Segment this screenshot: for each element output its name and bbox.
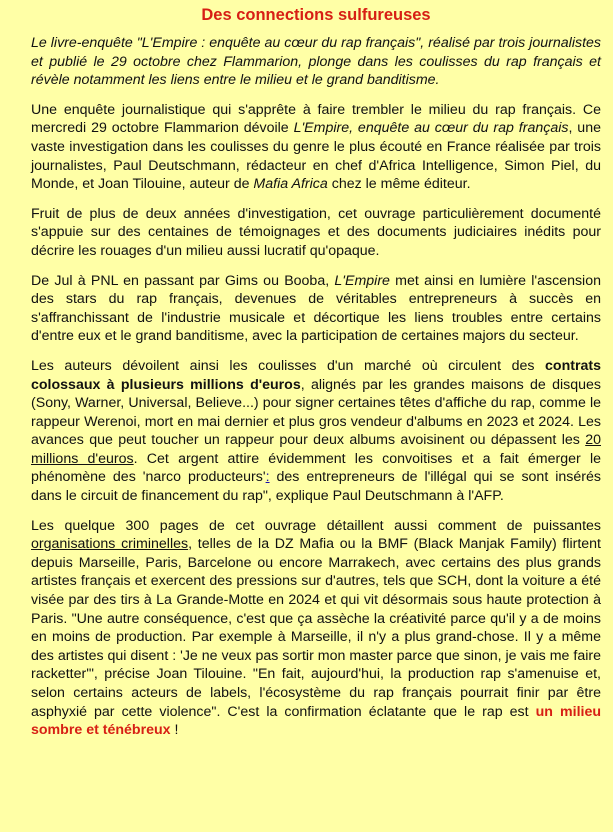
p1-text-e: chez le même éditeur.	[327, 176, 471, 193]
p4-text-g: des entrepreneurs de l'illégal qui se sont insérés dans le circuit de financement du rap", explique Paul Deutschmann à l'AFP.	[31, 469, 601, 505]
conclusion-highlight: un milieu sombre et ténébreux	[31, 703, 602, 739]
article-title: Des connections sulfureuses	[201, 6, 431, 24]
paragraph-2: Fruit de plus de deux années d'investigation, cet ouvrage particulièrement documenté s'appuie sur des centaines de témoignages et des documents judiciaires inédits pour décrire les rouages d'un milieu aussi lucratif qu'opaque.	[31, 205, 601, 259]
paragraph-1	[31, 101, 601, 194]
p1-text-c: , une vaste investigation dans les coulisses du genre le plus écouté en France réalisée par trois journalistes, Paul Deutschmann, rédacteur en chef d'Africa Intelligence, Simon Piel, du Monde, et Joan Tilouine, auteur de	[31, 120, 601, 193]
mafia-africa-title: Mafia Africa	[253, 176, 328, 193]
p4-text-c: , alignés par les grandes maisons de disques (Sony, Warner, Universal, Believe...) pour signer certaines têtes d'affiche du rap, comme le rappeur Werenoi, mort en mai dernier et plus gros vendeur d'albums en 2023 et 2024. Les avances que peut toucher un rappeur pour deux albums avoisinent ou dépassent les	[31, 376, 602, 449]
millions-highlight: 20 millions d'euros	[31, 432, 601, 467]
article-lead: Le livre-enquête "L'Empire : enquête au cœur du rap français", réalisé par trois journalistes et publié le 29 octobre chez Flammarion, plonge dans les coulisses du rap français et révèle notamment les liens entre le milieu et le grand banditisme.	[31, 35, 601, 89]
p5-text-e: !	[170, 722, 179, 739]
p5-text-c: , telles de la DZ Mafia ou la BMF (Black Manjak Family) flirtent depuis Marseille, Paris, Barcelone ou encore Marrakech, avec certains des plus grands artistes français et exercent des pressions sur d'autres, tels que SCH, dont la voiture a été visée par des tirs à La Grande-Motte en 2024 et qui vit désormais sous haute protection à Paris. "Une autre conséquence, c'est que ça assèche la créativité parce qu'il y a de moins en moins de production. Par exemple à Marseille, il n'y a plus grand-chose. Il y a même des artistes qui disent : 'Je ne veux pas sortir mon master parce que sinon, je vais me faire racketter'", précise Joan Tilouine. "En fait, aujourd'hui, la production rap s'amenuise et, selon certains acteurs de labels, l'écosystème du rap français pourrait finir par être asphyxié par cette violence". C'est la confirmation éclatante que le rap est	[31, 536, 601, 720]
criminal-orgs-highlight: organisations criminelles	[31, 536, 189, 553]
paragraph-5	[31, 517, 601, 740]
p4-text-e: . Cet argent attire évidemment les convoitises et a fait émerger le phénomène des 'narco producteurs'	[31, 450, 601, 486]
p3-text-c: met ainsi en lumière l'ascension des stars du rap français, devenues de véritables entrepreneurs à succès en s'affranchissant de l'industrie musicale et décortique les liens troubles entre certains d'entre eux et le grand banditisme, avec la participation de certaines majors du secteur.	[31, 272, 601, 345]
paragraph-3	[31, 272, 601, 346]
book-title: L'Empire, enquête au cœur du rap français	[293, 120, 569, 137]
p4-text-a: Les auteurs dévoilent ainsi les coulisses d'un marché où circulent des	[31, 357, 546, 374]
p5-text-a: Les quelque 300 pages de cet ouvrage détaillent aussi comment de puissantes	[31, 517, 601, 534]
footnote-link[interactable]: :	[265, 469, 270, 486]
contracts-highlight: contrats colossaux à plusieurs millions d'euros	[31, 357, 601, 393]
paragraph-4	[31, 357, 601, 506]
empire-title: L'Empire	[334, 272, 390, 289]
p1-text-a: Une enquête journalistique qui s'apprête à faire trembler le milieu du rap français. Ce mercredi 29 octobre Flammarion dévoile	[31, 101, 601, 137]
p3-text-a: De Jul à PNL en passant par Gims ou Booba,	[31, 272, 335, 289]
